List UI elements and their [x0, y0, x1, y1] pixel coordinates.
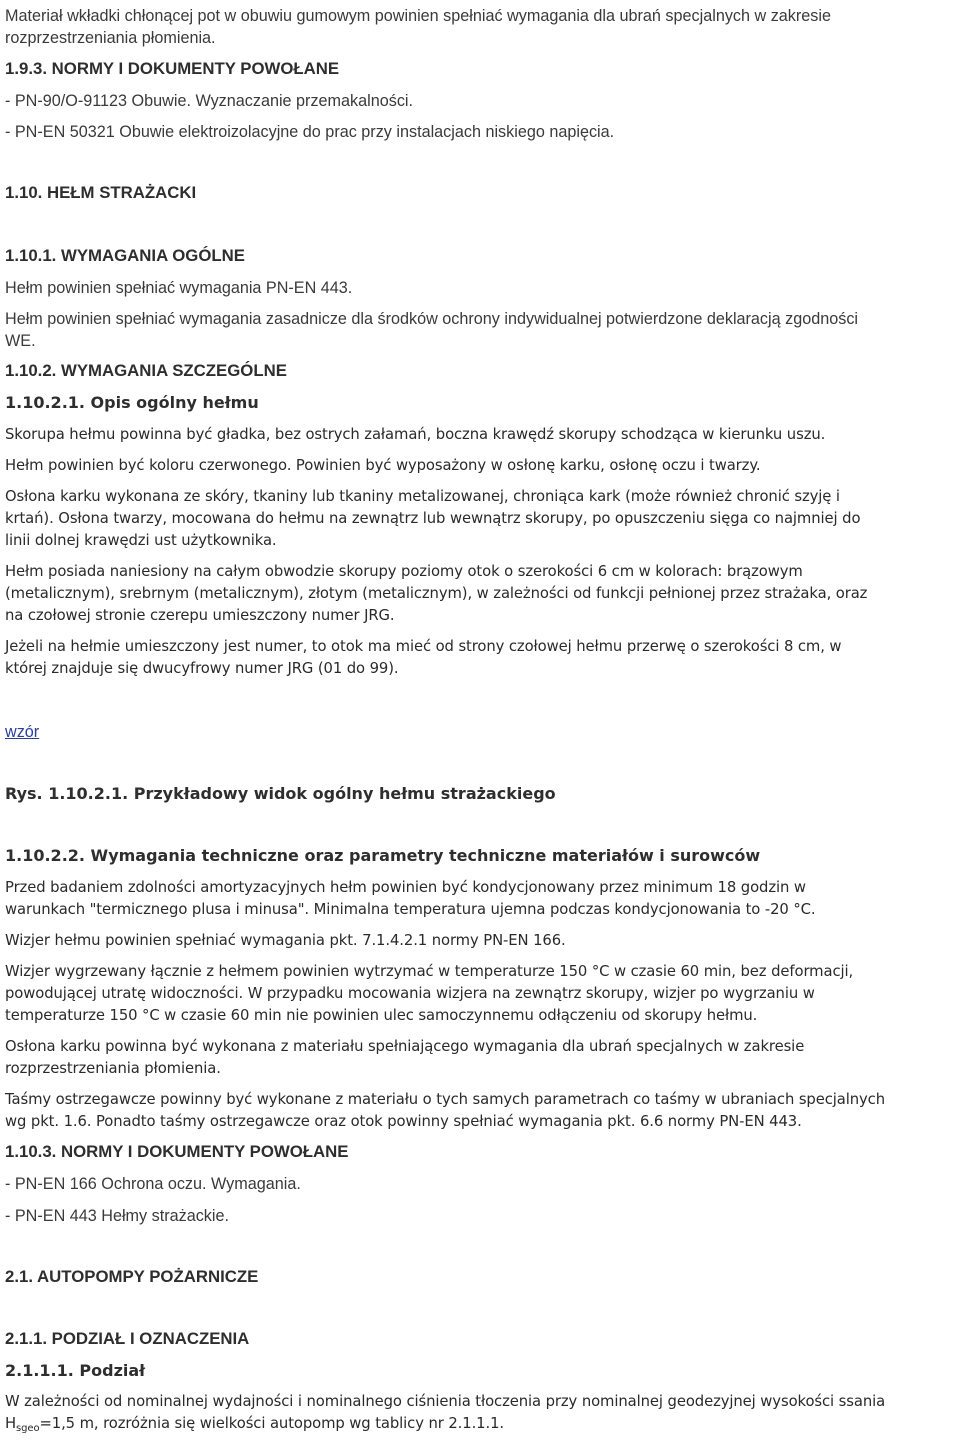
paragraph-line: WE. [5, 332, 36, 350]
section-heading: 1.10.1. WYMAGANIA OGÓLNE [5, 246, 245, 265]
chapter-heading: 2.1. AUTOPOMPY POŻARNICZE [5, 1267, 259, 1286]
paragraph-line: powodującej utratę widoczności. W przypadku mocowania wizjera na zewnątrz skorupy, wizjer po wygrzaniu w [5, 985, 815, 1002]
list-item: - PN-90/O-91123 Obuwie. Wyznaczanie przemakalności. [5, 92, 414, 110]
paragraph-line: Osłona karku wykonana ze skóry, tkaniny lub tkaniny metalizowanej, chroniąca kark (może również chronić szyję i [5, 488, 840, 505]
section-heading: 1.9.3. NORMY I DOKUMENTY POWOŁANE [5, 59, 340, 78]
paragraph-line: krtań). Osłona twarzy, mocowana do hełmu na zewnątrz lub wewnątrz skorupy, po opuszczeniu sięga co najmniej do [5, 510, 861, 527]
paragraph-line: której znajduje się dwucyfrowy numer JRG (01 do 99). [5, 660, 399, 677]
paragraph-line: W zależności od nominalnej wydajności i nominalnego ciśnienia tłoczenia przy nominalnej geodezyjnej wysokości ssania [5, 1393, 886, 1410]
subsection-heading: 2.1.1.1. Podział [5, 1361, 146, 1380]
section-heading: 2.1.1. PODZIAŁ I OZNACZENIA [5, 1329, 250, 1348]
figure-caption: Rys. 1.10.2.1. Przykładowy widok ogólny hełmu strażackiego [5, 784, 556, 803]
paragraph-line: linii dolnej krawędzi ust użytkownika. [5, 532, 277, 549]
paragraph-line: Wizjer hełmu powinien spełniać wymagania pkt. 7.1.4.2.1 normy PN-EN 166. [5, 932, 566, 949]
paragraph-line: wg pkt. 1.6. Ponadto taśmy ostrzegawcze oraz otok powinny spełniać wymagania pkt. 6.6 normy PN-EN 443. [5, 1113, 802, 1130]
formula-text: =1,5 m, rozróżnia się wielkości autopomp wg tablicy nr 2.1.1.1. [39, 1415, 505, 1432]
list-item: - PN-EN 166 Ochrona oczu. Wymagania. [5, 1175, 301, 1193]
list-item: - PN-EN 50321 Obuwie elektroizolacyjne do prac przy instalacjach niskiego napięcia. [5, 123, 615, 141]
paragraph-line: Przed badaniem zdolności amortyzacyjnych hełm powinien być kondycjonowany przez minimum 18 godzin w [5, 879, 806, 896]
paragraph-line: Skorupa hełmu powinna być gładka, bez ostrych załamań, boczna krawędź skorupy schodząca w kierunku uszu. [5, 426, 826, 443]
paragraph-line: temperaturze 150 °C w czasie 60 min nie powinien ulec samoczynnemu odłączeniu od skorupy hełmu. [5, 1007, 758, 1024]
paragraph-line: Hełm powinien być koloru czerwonego. Powinien być wyposażony w osłonę karku, osłonę oczu i twarzy. [5, 457, 761, 474]
paragraph-line: Jeżeli na hełmie umieszczony jest numer, to otok ma mieć od strony czołowej hełmu przerwę o szerokości 8 cm, w [5, 638, 842, 655]
paragraph-line: Hełm posiada naniesiony na całym obwodzie skorupy poziomy otok o szerokości 6 cm w kolorach: brązowym [5, 563, 803, 580]
figure-link[interactable]: wzór [5, 723, 40, 741]
paragraph-line: na czołowej stronie czerepu umieszczony numer JRG. [5, 607, 395, 624]
paragraph-line: warunkach "termicznego plusa i minusa". Minimalna temperatura ujemna podczas kondycjonowania to -20 °C. [5, 901, 816, 918]
formula-symbol: H [5, 1415, 17, 1432]
paragraph-line: Osłona karku powinna być wykonana z materiału spełniającego wymagania dla ubrań specjalnych w zakresie [5, 1038, 805, 1055]
subsection-heading: 1.10.2.1. Opis ogólny hełmu [5, 393, 259, 412]
paragraph-line: Hełm powinien spełniać wymagania PN-EN 443. [5, 279, 353, 297]
formula-subscript: sgeo [16, 1423, 40, 1434]
subsection-heading: 1.10.2.2. Wymagania techniczne oraz parametry techniczne materiałów i surowców [5, 846, 761, 865]
paragraph-line: Wizjer wygrzewany łącznie z hełmem powinien wytrzymać w temperaturze 150 °C w czasie 60 min, bez deformacji, [5, 963, 854, 980]
section-heading: 1.10.3. NORMY I DOKUMENTY POWOŁANE [5, 1142, 349, 1161]
paragraph-line: (metalicznym), srebrnym (metalicznym), złotym (metalicznym), w zależności od funkcji pełnionej przez strażaka, oraz [5, 585, 868, 602]
paragraph-line [5, 1414, 504, 1439]
paragraph-line: rozprzestrzeniania płomienia. [5, 1060, 221, 1077]
section-heading: 1.10. HEŁM STRAŻACKI [5, 183, 197, 202]
paragraph-line: Materiał wkładki chłonącej pot w obuwiu gumowym powinien spełniać wymagania dla ubrań specjalnych w zakresie [5, 7, 831, 25]
paragraph-line: Hełm powinien spełniać wymagania zasadnicze dla środków ochrony indywidualnej potwierdzone deklaracją zgodności [5, 310, 859, 328]
paragraph-line: Taśmy ostrzegawcze powinny być wykonane z materiału o tych samych parametrach co taśmy w ubraniach specjalnych [5, 1091, 885, 1108]
section-heading: 1.10.2. WYMAGANIA SZCZEGÓLNE [5, 361, 287, 380]
paragraph-line: rozprzestrzeniania płomienia. [5, 29, 216, 47]
list-item: - PN-EN 443 Hełmy strażackie. [5, 1207, 229, 1225]
